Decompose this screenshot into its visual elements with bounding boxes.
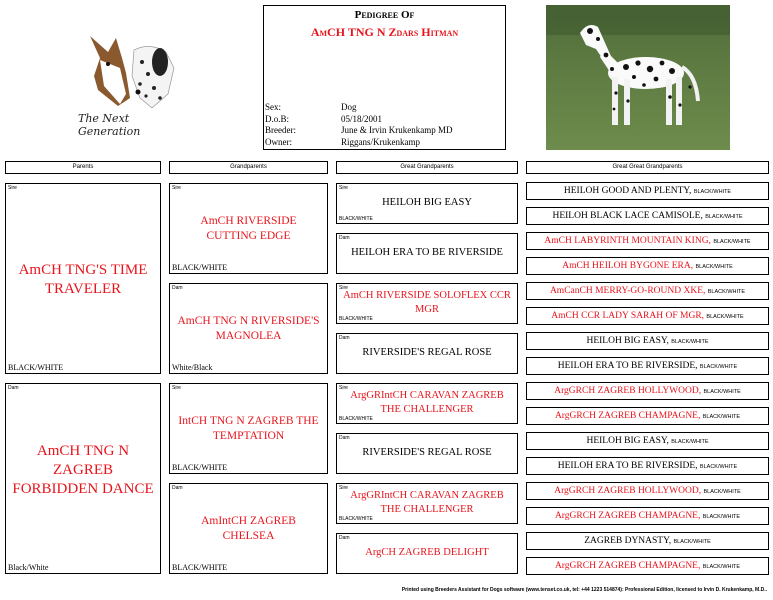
coat-color: BLACK/WHITE [713, 239, 751, 245]
coat-color: BLACK/WHITE [699, 464, 738, 470]
dog-name: AmCH TNG N ZAGREB FORBIDDEN DANCE [12, 443, 154, 497]
parent-sire [5, 183, 161, 374]
dog-name: ArgGRCH ZAGREB HOLLYWOOD, [554, 486, 702, 496]
great-great-grandparent-row [526, 232, 769, 250]
coat-color: BLACK/WHITE [172, 563, 228, 572]
dog-name: RIVERSIDE'S REGAL ROSE [362, 447, 492, 458]
coat-color: BLACK/WHITE [699, 364, 738, 370]
coat-color: BLACK/WHITE [707, 289, 746, 295]
dog-name: HEILOH ERA TO BE RIVERSIDE, [557, 461, 698, 471]
great-grandparent-box [336, 183, 518, 224]
parent-dam [5, 383, 161, 574]
info-label: Breeder: [265, 125, 296, 135]
role-label: Dam [339, 335, 350, 341]
dog-name: AmCH LABYRINTH MOUNTAIN KING, [544, 236, 711, 246]
great-great-grandparent-row [526, 307, 769, 325]
info-row [265, 114, 452, 126]
column-header-great-grandparents: Great Grandparents [336, 161, 518, 174]
info-value: Dog [341, 102, 357, 112]
great-great-grandparent-row [526, 182, 769, 200]
dog-name: HEILOH ERA TO BE RIVERSIDE [351, 247, 503, 258]
dog-name: ArgGRCH ZAGREB CHAMPAGNE, [554, 511, 701, 521]
role-label: Dam [339, 235, 350, 241]
info-row [265, 137, 452, 149]
info-value: Riggans/Krukenkamp [341, 136, 420, 147]
coat-color: BLACK/WHITE [172, 463, 228, 472]
dog-name: AmCH CCR LADY SARAH OF MGR, [551, 311, 705, 321]
great-great-grandparent-row [526, 532, 769, 550]
title-panel [263, 5, 506, 150]
role-label: Dam [172, 285, 183, 291]
great-great-grandparent-row [526, 407, 769, 425]
coat-color: BLACK/WHITE [703, 489, 741, 495]
great-grandparent-box [336, 533, 518, 574]
great-great-grandparent-row [526, 332, 769, 350]
dog-name: AmIntCH ZAGREB CHELSEA [201, 515, 296, 542]
great-grandparent-box [336, 433, 518, 474]
coat-color: BLACK/WHITE [671, 439, 709, 445]
great-great-grandparent-row [526, 482, 769, 500]
dog-name: AmCanCH MERRY-GO-ROUND XKE, [549, 286, 706, 296]
dog-photo [546, 5, 730, 150]
column-header-grandparents: Grandparents [169, 161, 328, 174]
great-great-grandparent-row [526, 282, 769, 300]
great-great-grandparent-row [526, 382, 769, 400]
dog-name: ArgGRCH ZAGREB CHAMPAGNE, [554, 411, 701, 421]
coat-color: BLACK/WHITE [172, 263, 228, 272]
dog-name: ArgCH ZAGREB DELIGHT [365, 547, 489, 558]
coat-color: White/Black [172, 363, 213, 372]
dog-name: ArgGRIntCH CARAVAN ZAGREB THE CHALLENGER [350, 390, 504, 415]
dog-name: IntCH TNG N ZAGREB THE TEMPTATION [178, 415, 319, 442]
coat-color: BLACK/WHITE [705, 214, 743, 220]
coat-color: BLACK/WHITE [693, 189, 732, 195]
dog-name: ZAGREB DYNASTY, [584, 536, 672, 546]
dog-name: HEILOH BIG EASY [382, 197, 472, 208]
dog-name: HEILOH ERA TO BE RIVERSIDE, [557, 361, 698, 371]
great-grandparent-box [336, 233, 518, 274]
grandparent-box [169, 483, 328, 574]
grandparent-box [169, 283, 328, 374]
dog-name: AmCH RIVERSIDE CUTTING EDGE [200, 215, 297, 242]
great-grandparent-box [336, 383, 518, 424]
role-label: Sire [339, 385, 348, 391]
info-label: Owner: [265, 136, 292, 147]
great-grandparent-box [336, 283, 518, 324]
dog-name: RIVERSIDE'S REGAL ROSE [362, 347, 492, 358]
role-label: Sire [339, 285, 348, 291]
dog-name: AmCH TNG N Zdars Hitman [310, 25, 459, 39]
logo [70, 28, 195, 138]
grandparent-box [169, 383, 328, 474]
dog-name: ArgGRIntCH CARAVAN ZAGREB THE CHALLENGER [350, 490, 504, 515]
info-row [265, 125, 452, 137]
coat-color: BLACK/WHITE [339, 416, 373, 422]
coat-color: BLACK/WHITE [695, 264, 733, 270]
coat-color: BLACK/WHITE [339, 516, 373, 522]
dog-name: HEILOH BLACK LACE CAMISOLE, [552, 211, 703, 221]
dalmatian-photo-icon [546, 5, 730, 150]
dog-name: ArgGRCH ZAGREB HOLLYWOOD, [554, 386, 702, 396]
dog-name: AmCH TNG'S TIME TRAVELER [18, 262, 148, 297]
dog-logo-icon [70, 28, 195, 113]
coat-color: BLACK/WHITE [702, 564, 741, 570]
coat-color: BLACK/WHITE [339, 216, 373, 222]
great-great-grandparent-row [526, 457, 769, 475]
role-label: Dam [339, 435, 350, 441]
great-grandparent-box [336, 333, 518, 374]
coat-color: BLACK/WHITE [702, 414, 741, 420]
dog-name: AmCH TNG N RIVERSIDE'S MAGNOLEA [177, 315, 320, 342]
coat-color: Black/White [8, 563, 49, 572]
great-great-grandparent-row [526, 207, 769, 225]
column-header-great-great-grandparents: Great Great Grandparents [526, 161, 769, 174]
coat-color: BLACK/WHITE [671, 339, 709, 345]
great-grandparent-box [336, 483, 518, 524]
coat-color: BLACK/WHITE [706, 314, 744, 320]
info-value: 05/18/2001 [341, 113, 383, 124]
dog-name: HEILOH GOOD AND PLENTY, [563, 186, 692, 196]
dog-name: HEILOH BIG EASY, [586, 436, 669, 446]
great-great-grandparent-row [526, 507, 769, 525]
info-label: Sex: [265, 102, 282, 112]
role-label: Sire [339, 185, 348, 191]
coat-color: BLACK/WHITE [702, 514, 741, 520]
coat-color: BLACK/WHITE [703, 389, 741, 395]
coat-color: BLACK/WHITE [339, 316, 373, 322]
role-label: Sire [8, 185, 17, 191]
role-label: Sire [339, 485, 348, 491]
column-header-parents: Parents [5, 161, 161, 174]
role-label: Dam [339, 535, 350, 541]
info-row [265, 102, 452, 114]
role-label: Dam [8, 385, 19, 391]
coat-color: BLACK/WHITE [673, 539, 711, 545]
info-table [265, 102, 452, 148]
pedigree-title: Pedigree Of [354, 9, 415, 21]
coat-color: BLACK/WHITE [8, 363, 64, 372]
footer-credit: Printed using Breeders Assistant for Dogs software (www.tenset.co.uk, tel: +44 1223 514874): Professional Edition, licensed to Irvin D. Krukenkamp, M.D.. [401, 587, 767, 593]
great-great-grandparent-row [526, 432, 769, 450]
dog-name: ArgGRCH ZAGREB CHAMPAGNE, [554, 561, 701, 571]
info-label: D.o.B: [265, 113, 290, 124]
dog-name: AmCH HEILOH BYGONE ERA, [562, 261, 694, 271]
role-label: Dam [172, 485, 183, 491]
role-label: Sire [172, 185, 181, 191]
great-great-grandparent-row [526, 557, 769, 575]
dog-name: AmCH RIVERSIDE SOLOFLEX CCR MGR [343, 290, 511, 315]
info-value: June & Irvin Krukenkamp MD [341, 125, 453, 135]
role-label: Sire [172, 385, 181, 391]
great-great-grandparent-row [526, 357, 769, 375]
grandparent-box [169, 183, 328, 274]
logo-caption: The Next Generation [78, 112, 141, 138]
dog-name: HEILOH BIG EASY, [586, 336, 669, 346]
great-great-grandparent-row [526, 257, 769, 275]
